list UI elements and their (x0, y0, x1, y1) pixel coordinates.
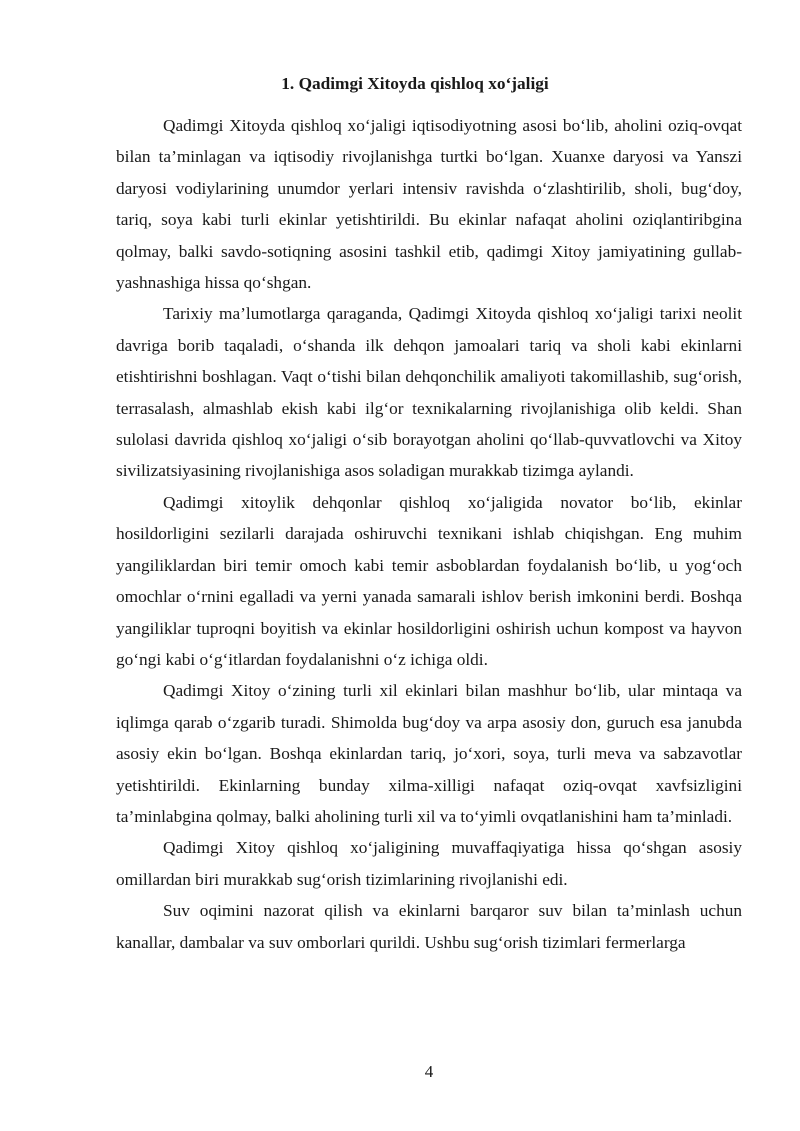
paragraph-1: Qadimgi Xitoyda qishloq xo‘jaligi iqtisodiyotning asosi bo‘lib, aholini oziq-ovqat bilan ta’minlagan va iqtisodiy rivojlanishga turtki bo‘lgan. Xuanxe daryosi va Yanszi daryosi vodiylarining unumdor yerlari intensiv ravishda o‘zlashtirilib, sholi, bug‘doy, tariq, soya kabi turli ekinlar yetishtirildi. Bu ekinlar nafaqat aholini oziqlantiribgina qolmay, balki savdo-sotiqning asosini tashkil etib, qadimgi Xitoy jamiyatining gullab-yashnashiga hissa qo‘shgan. (116, 116, 742, 293)
paragraph-6: Suv oqimini nazorat qilish va ekinlarni barqaror suv bilan ta’minlash uchun kanallar, dambalar va suv omborlari qurildi. Ushbu sug‘orish tizimlari fermerlarga (116, 901, 742, 952)
section-title: 1. Qadimgi Xitoyda qishloq xo‘jaligi (281, 74, 549, 93)
paragraph-5: Qadimgi Xitoy qishloq xo‘jaligining muvaffaqiyatiga hissa qo‘shgan asosiy omillardan biri murakkab sug‘orish tizimlarining rivojlanishi edi. (116, 838, 742, 889)
paragraph-3: Qadimgi xitoylik dehqonlar qishloq xo‘jaligida novator bo‘lib, ekinlar hosildorligini sezilarli darajada oshiruvchi texnikani ishlab chiqishgan. Eng muhim yangiliklardan biri temir omoch kabi temir asboblardan foydalanish bo‘lib, u yog‘och omochlar o‘rnini egalladi va yerni yanada samarali ishlov berish imkonini berdi. Boshqa yangiliklar tuproqni boyitish va ekinlar hosildorligini oshirish uchun kompost va hayvon go‘ngi kabi o‘g‘itlardan foydalanishni o‘z ichiga oldi. (116, 492, 742, 669)
paragraph-4: Qadimgi Xitoy o‘zining turli xil ekinlari bilan mashhur bo‘lib, ular mintaqa va iqlimga qarab o‘zgarib turadi. Shimolda bug‘doy va arpa asosiy don, guruch esa janubda asosiy ekin bo‘lgan. Boshqa ekinlardan tariq, jo‘xori, soya, turli meva va sabzavotlar yetishtirildi. Ekinlarning bunday xilma-xilligi nafaqat oziq-ovqat xavfsizligini ta’minlabgina qolmay, balki aholining turli xil va to‘yimli ovqatlanishini ham ta’minladi. (116, 681, 742, 826)
paragraph-2: Tarixiy ma’lumotlarga qaraganda, Qadimgi Xitoyda qishloq xo‘jaligi tarixi neolit davriga borib taqaladi, o‘shanda ilk dehqon jamoalari tariq va sholi kabi ekinlarni etishtirishni boshlagan. Vaqt o‘tishi bilan dehqonchilik amaliyoti takomillashib, sug‘orish, terrasalash, almashlab ekish kabi ilg‘or texnikalarning rivojlanishiga olib keldi. Shan sulolasi davrida qishloq xo‘jaligi o‘sib borayotgan aholini qo‘llab-quvvatlovchi va Xitoy sivilizatsiyasining rivojlanishiga asos soladigan murakkab tizimga aylandi. (116, 304, 742, 481)
body-text (116, 110, 742, 958)
page-number: 4 (424, 1062, 434, 1081)
